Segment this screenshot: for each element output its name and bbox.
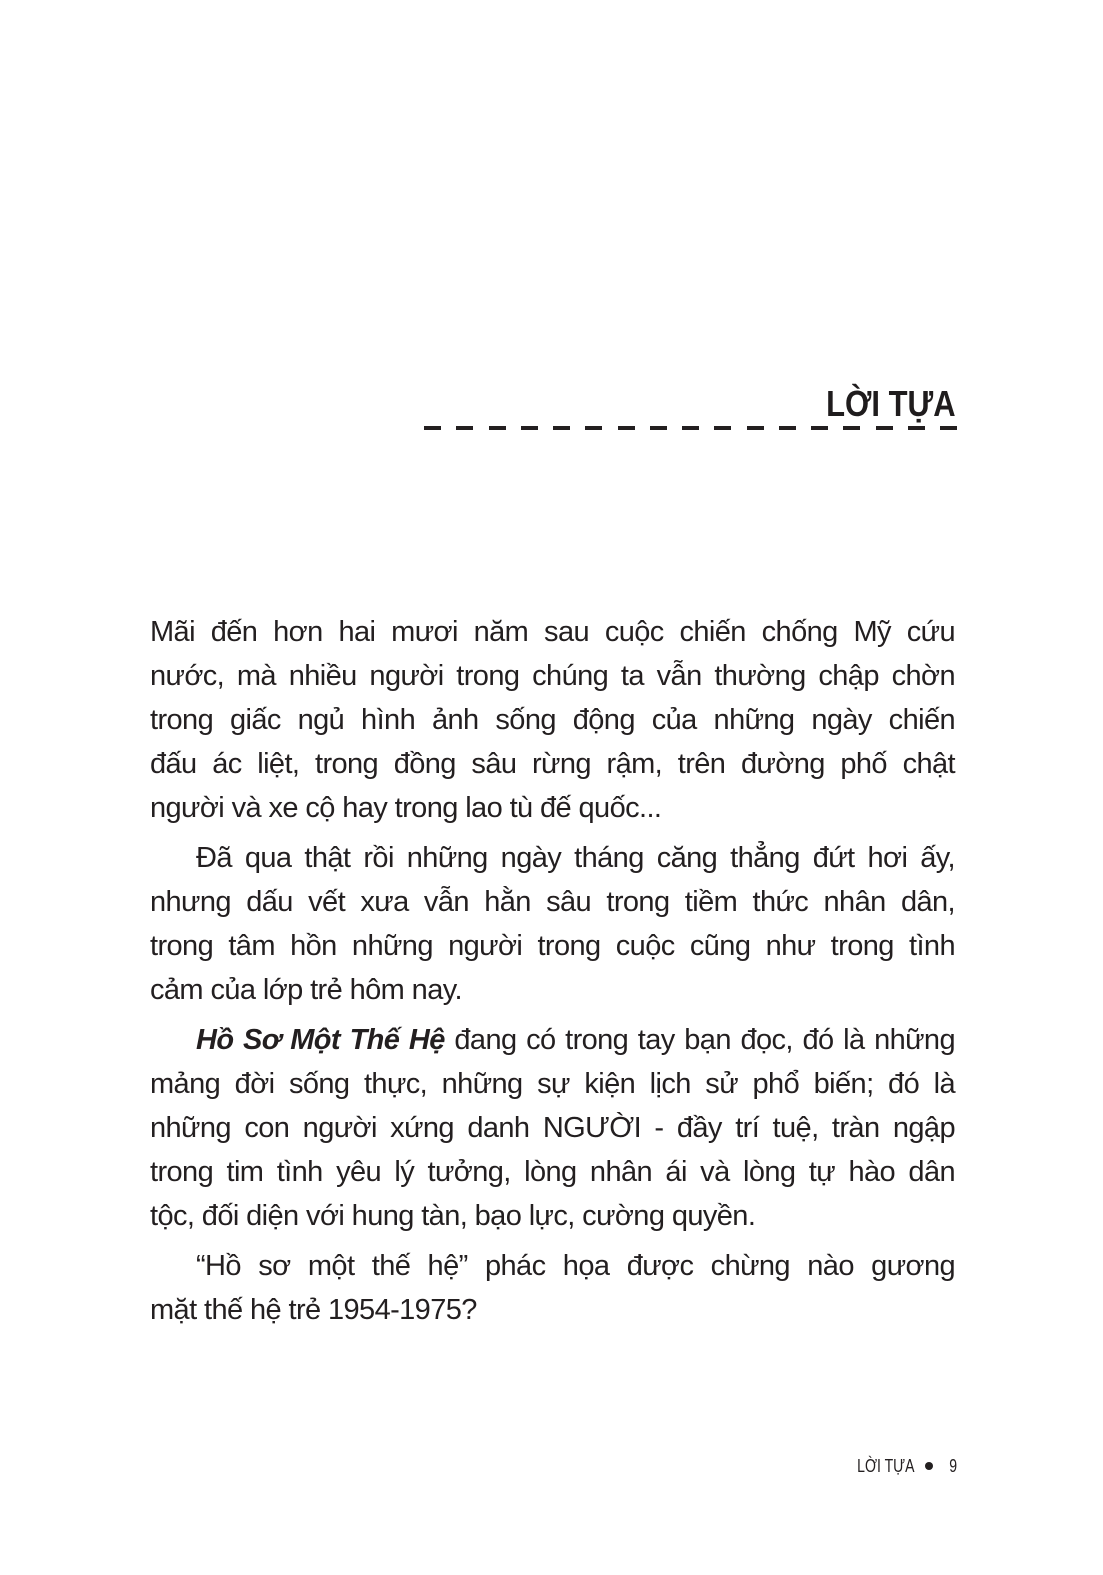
text-line: mặt thế hệ trẻ 1954-1975? [150,1294,477,1326]
text-line: trong giấc ngủ hình ảnh sống động của những ngày chiến [150,704,955,736]
page-number: 9 [949,1456,957,1476]
text-line: Đã qua thật rồi những ngày tháng căng thẳng đứt hơi ấy, [196,842,955,874]
dash [811,426,828,430]
dash [747,426,764,430]
dash [585,426,602,430]
book-title-emphasis: Hồ Sơ Một Thế Hệ [196,1024,445,1056]
dash [553,426,570,430]
text-line-content [196,1018,955,1062]
bullet-separator [925,1462,933,1470]
text-line: đấu ác liệt, trong đồng sâu rừng rậm, trên đường phố chật [150,748,955,780]
dash [521,426,538,430]
dash [779,426,796,430]
dash [682,426,699,430]
text-line: nhưng dấu vết xưa vẫn hằn sâu trong tiềm thức nhân dân, [150,886,955,918]
text-line: tộc, đối diện với hung tàn, bạo lực, cường quyền. [150,1200,756,1232]
dash [489,426,506,430]
dash [456,426,473,430]
dash [843,426,860,430]
dash [650,426,667,430]
paragraph-2 [150,836,955,1012]
chapter-title: LỜI TỰA [826,383,956,425]
page-footer [841,1454,957,1478]
text-line: mảng đời sống thực, những sự kiện lịch sử phổ biến; đó là [150,1068,955,1100]
dash [424,426,441,430]
text-line: những con người xứng danh NGƯỜI - đầy trí tuệ, tràn ngập [150,1112,955,1144]
text-line: trong tâm hồn những người trong cuộc cũng như trong tình [150,930,955,962]
paragraph-3 [150,1018,955,1238]
text-line: nước, mà nhiều người trong chúng ta vẫn thường chập chờn [150,660,955,692]
body-text [150,610,955,1332]
text-line: Mãi đến hơn hai mươi năm sau cuộc chiến chống Mỹ cứu [150,616,955,648]
text-line: trong tim tình yêu lý tưởng, lòng nhân ái và lòng tự hào dân [150,1156,955,1188]
dash [618,426,635,430]
running-head: LỜI TỰA [857,1456,915,1476]
dash [876,426,893,430]
text-line: người và xe cộ hay trong lao tù đế quốc... [150,792,662,824]
paragraph-1 [150,610,955,830]
text-line [150,1018,955,1062]
paragraph-4 [150,1244,955,1332]
text-run: đang có trong tay bạn đọc, đó là những [444,1024,955,1056]
text-line: “Hồ sơ một thế hệ” phác họa được chừng nào gương [196,1250,955,1282]
dashed-divider [424,426,957,430]
dash [908,426,925,430]
dash [940,426,957,430]
dash [714,426,731,430]
text-line: cảm của lớp trẻ hôm nay. [150,974,462,1006]
